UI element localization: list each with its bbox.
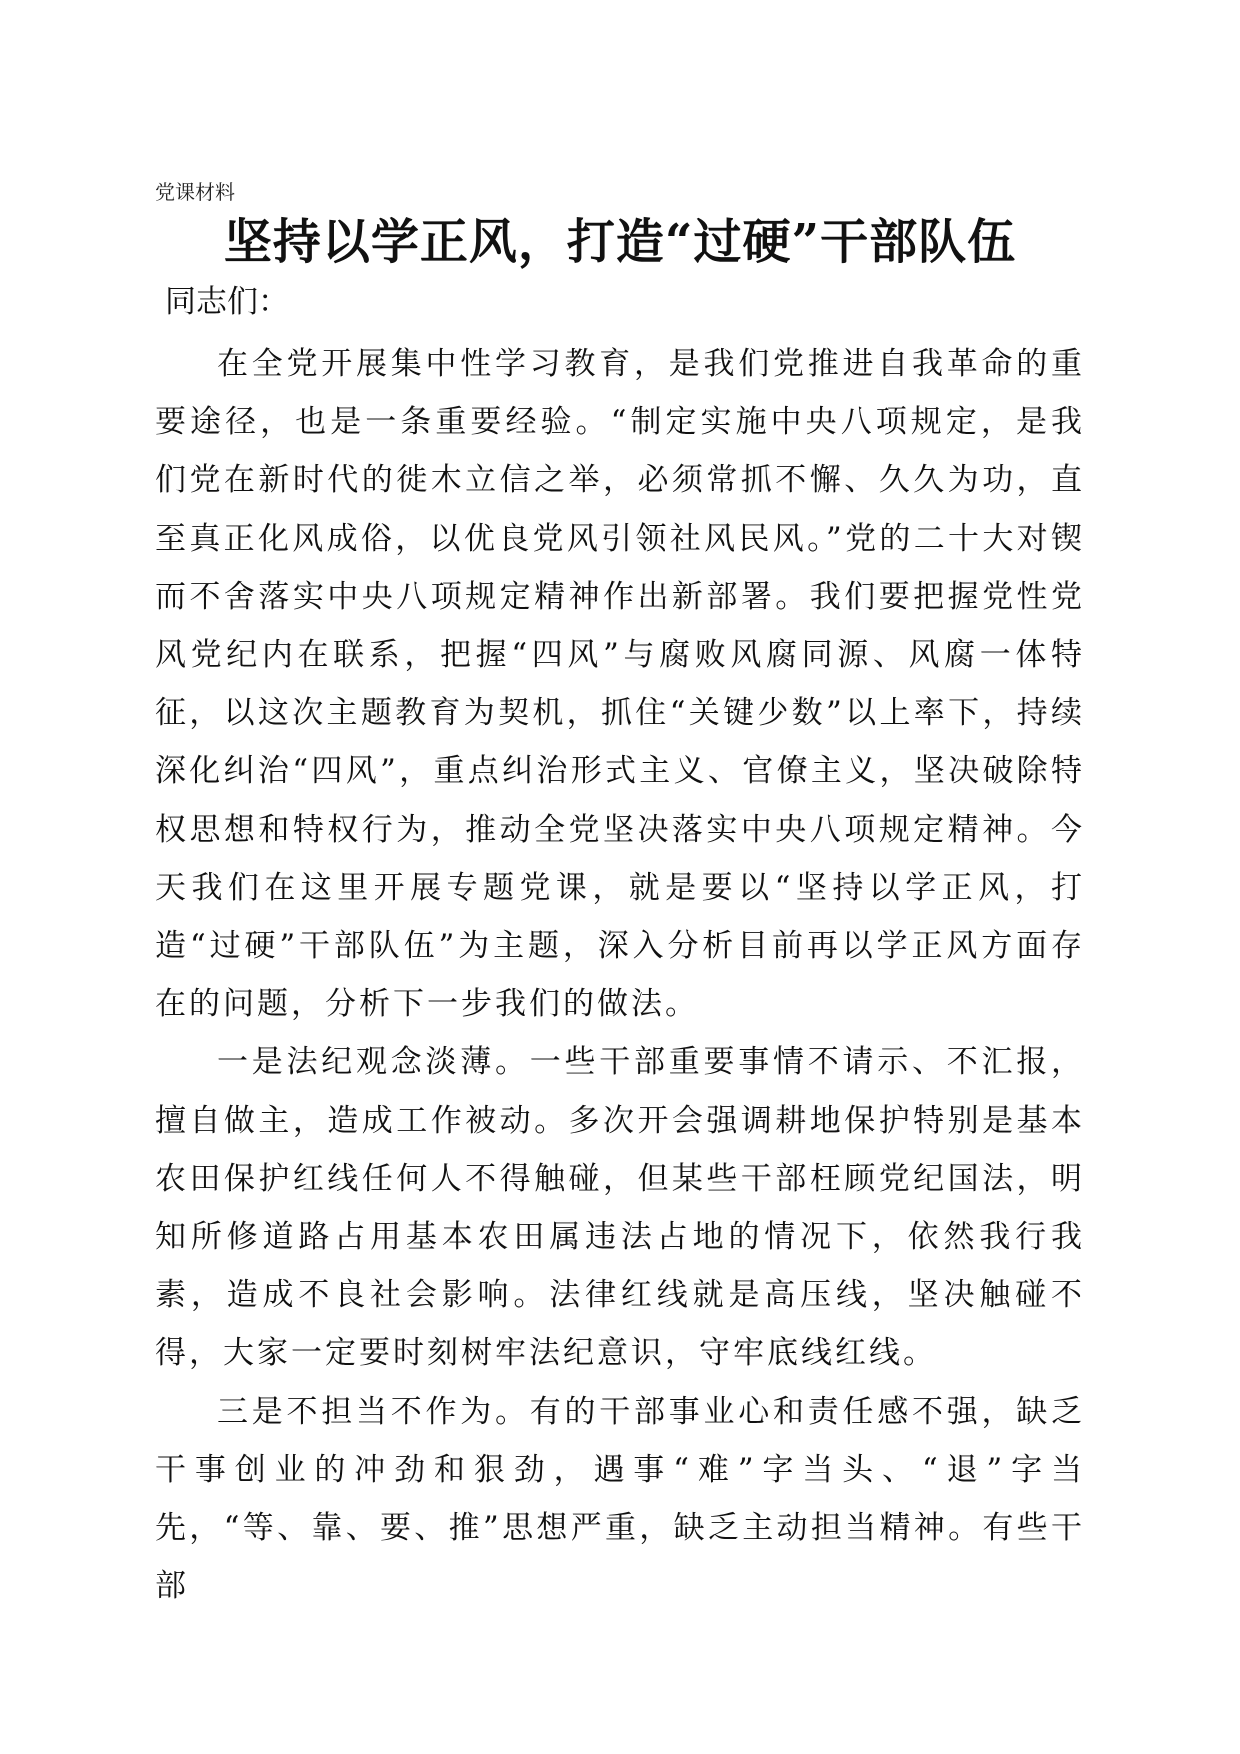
salutation: 同志们： (165, 284, 289, 320)
paragraph: 三是不担当不作为。有的干部事业心和责任感不强，缺乏干事创业的冲劲和狠劲，遇事“难”字当头、“退”字当先，“等、靠、要、推”思想严重，缺乏主动担当精神。有些干部 (155, 1393, 1085, 1605)
paragraph: 一是法纪观念淡薄。一些干部重要事情不请示、不汇报，擅自做主，造成工作被动。多次开会强调耕地保护特别是基本农田保护红线任何人不得触碰，但某些干部枉顾党纪国法，明知所修道路占用基本农田属违法占地的情况下，依然我行我素，造成不良社会影响。法律红线就是高压线，坚决触碰不得，大家一定要时刻树牢法纪意识，守牢底线红线。 (155, 1044, 1085, 1372)
category-label: 党课材料 (155, 180, 235, 204)
paragraph: 在全党开展集中性学习教育，是我们党推进自我革命的重要途径，也是一条重要经验。“制定实施中央八项规定，是我们党在新时代的徙木立信之举，必须常抓不懈、久久为功，直至真正化风成俗，以优良党风引领社风民风。”党的二十大对锲而不舍落实中央八项规定精神作出新部署。我们要把握党性党风党纪内在联系，把握“四风”与腐败风腐同源、风腐一体特征，以这次主题教育为契机，抓住“关键少数”以上率下，持续深化纠治“四风”，重点纠治形式主义、官僚主义，坚决破除特权思想和特权行为，推动全党坚决落实中央八项规定精神。今天我们在这里开展专题党课，就是要以“坚持以学正风，打造“过硬”干部队伍”为主题，深入分析目前再以学正风方面存在的问题，分析下一步我们的做法。 (155, 346, 1085, 1023)
document-body (155, 335, 1085, 1615)
page-title: 坚持以学正风，打造“过硬”干部队伍 (223, 214, 1017, 270)
